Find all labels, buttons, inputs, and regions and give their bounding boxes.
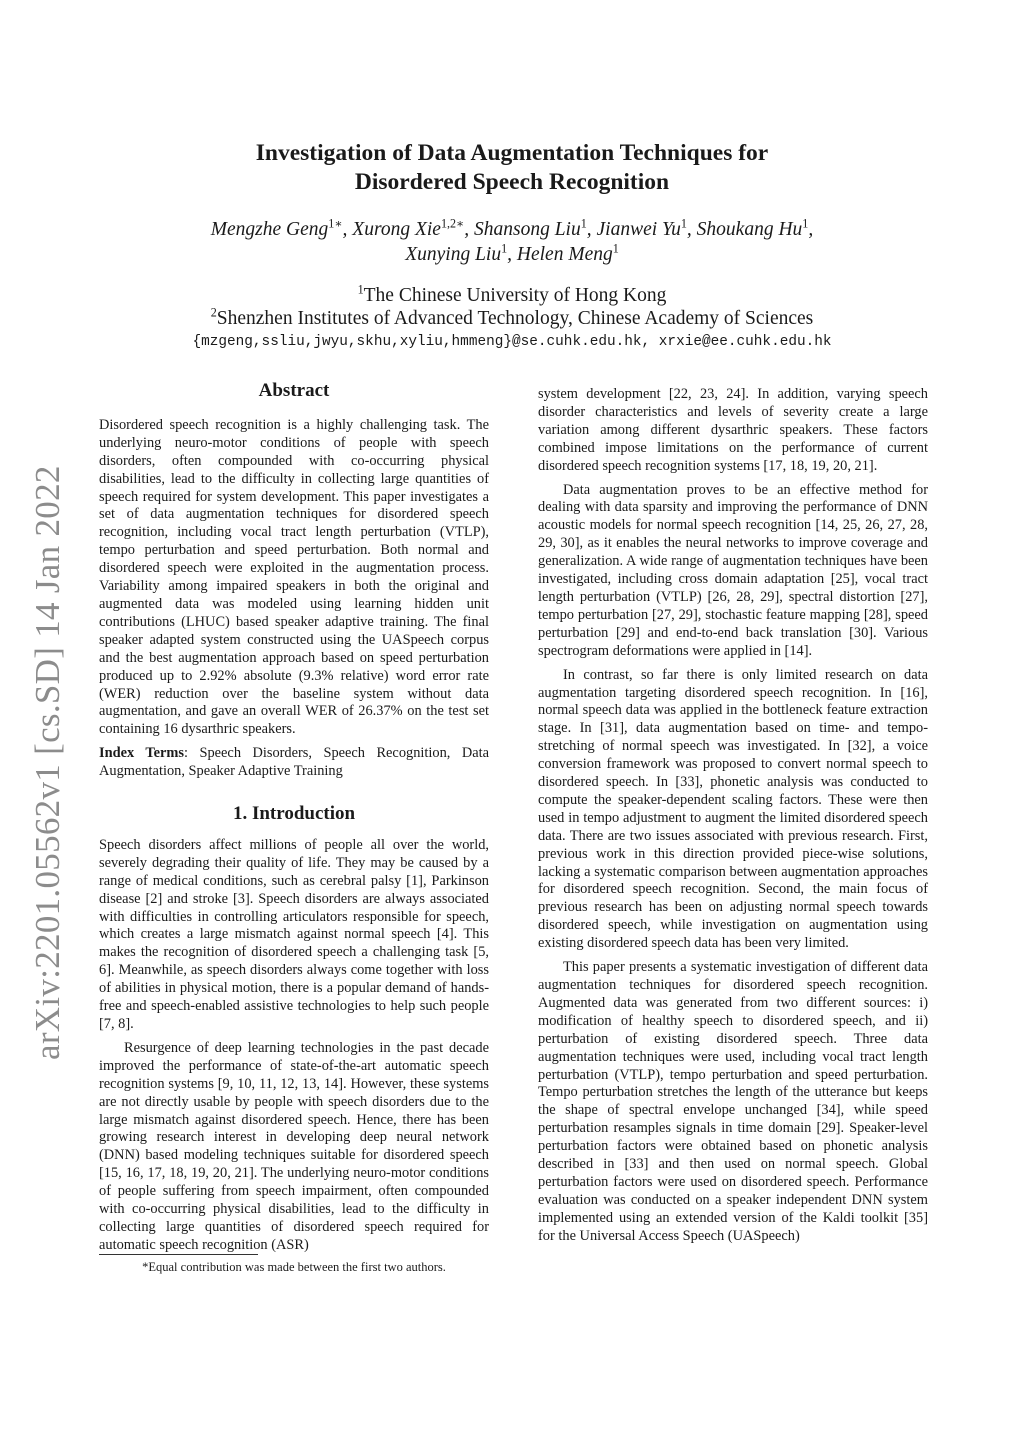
footnote-divider xyxy=(99,1254,258,1255)
index-terms: Index Terms: Speech Disorders, Speech Recognition, Data Augmentation, Speaker Adaptive Training xyxy=(99,745,489,780)
right-column xyxy=(538,386,928,1246)
author-line-1: Mengzhe Geng$^{1∗}$, Xurong Xie$^{1,2∗}$, Shansong Liu$^1$, Jianwei Yu$^1$, Shoukang Hu$^1$, xyxy=(210,216,814,240)
affiliation: $^2$Shenzhen Institutes of Advanced Technology, Chinese Academy of Sciences xyxy=(210,305,814,329)
body-paragraph: system development [22, 23, 24]. In addition, varying speech disorder characteristics and levels of severity create a large variation among different dysarthric speakers. These factors combined impose limitations on the performance of current disordered speech recognition systems [17, 18, 19, 20, 21]. xyxy=(538,386,928,474)
abstract-heading: Abstract xyxy=(258,380,330,401)
footnote: *Equal contribution was made between the first two authors. xyxy=(142,1260,446,1274)
introduction-heading: 1. Introduction xyxy=(232,803,356,825)
title-line-1: Investigation of Data Augmentation Techniques for xyxy=(255,140,769,166)
paper-title xyxy=(150,139,874,197)
left-column xyxy=(99,382,489,1255)
author-emails: {mzgeng,ssliu,jwyu,skhu,xyliu,hmmeng}@se.cuhk.edu.hk, xrxie@ee.cuhk.edu.hk xyxy=(192,334,832,350)
arxiv-identifier: arXiv:2201.05562v1 [cs.SD] 14 Jan 2022 xyxy=(28,465,67,1060)
intro-paragraph: Resurgence of deep learning technologies in the past decade improved the performance of state-of-the-art automatic speech recognition systems [9, 10, 11, 12, 13, 14]. However, these systems are not directly usable by people with speech disorders due to the large mismatch against disordered speech. Hence, there has been growing research interest in developing deep neural network (DNN) based modeling techniques suitable for disordered speech [15, 16, 17, 18, 19, 20, 21]. The underlying neuro-motor conditions of people suffering from speech impairment, often compounded with co-occurring physical disabilities, lead to the difficulty in collecting large quantities of disordered speech required for automatic speech recognition (ASR) xyxy=(99,1039,489,1253)
intro-paragraph: Speech disorders affect millions of people all over the world, severely degrading their quality of life. They may be caused by a range of medical conditions, such as cerebral palsy [1], Parkinson disease [2] and stroke [3]. Speech disorders are always associated with difficulties in controlling articulators responsible for speech, which creates a large mismatch against normal speech [4]. This makes the recognition of disordered speech a challenging task [5, 6]. Meanwhile, as speech disorders always come together with loss of abilities in physical motion, there is a popular demand of hands-free and speech-enabled assistive technologies to help such people [7, 8]. xyxy=(99,836,489,1032)
author-affil-sup: 1 xyxy=(680,216,687,231)
author-affil-sup: 1∗ xyxy=(328,216,343,231)
author-affil-sup: 1,2∗ xyxy=(440,216,465,231)
body-paragraph: In contrast, so far there is only limited research on data augmentation targeting disordered speech recognition. In [16], normal speech data was applied in the bottleneck feature extraction stage. In [31], data augmentation based on time- and tempo-stretching of normal speech was investigated. In [32], a voice conversion framework was proposed to convert normal speech to disordered speech. In [33], phonetic analysis was conducted to compute the speaker-dependent scaling factors. These were then used in tempo adjustment to augment the limited disordered speech data. There are two issues associated with previous research. First, previous work in this direction provided piece-wise solutions, lacking a systematic comparison between augmentation approaches for disordered speech recognition. Second, the main focus of previous research has been on adjusting normal speech towards disordered speech, while investigation on augmentation using existing disordered speech data has been very limited. xyxy=(538,666,928,952)
author-line-2: Xunying Liu$^1$, Helen Meng$^1$ xyxy=(405,241,619,265)
author-affil-sup: 1 xyxy=(580,216,587,231)
affiliation: $^1$The Chinese University of Hong Kong xyxy=(357,282,667,306)
index-terms-label: Index Terms xyxy=(99,745,185,762)
author-affil-sup: 1 xyxy=(802,216,809,231)
affiliation-list xyxy=(120,284,904,330)
author-name: Xunying Liu xyxy=(405,244,502,265)
author-name: Helen Meng xyxy=(516,244,613,265)
body-paragraph: This paper presents a systematic investigation of different data augmentation techniques for disordered speech recognition. Augmented data was generated from two different sources: i) modification of healthy speech to disordered speech, and ii) perturbation of existing disordered speech. Three data augmentation techniques were used, including vocal tract length perturbation (VTLP), tempo perturbation and speed perturbation. Tempo perturbation stretches the length of the utterance but keeps the shape of spectral envelope unchanged [34], while speed perturbation resamples signals in time domain [29]. Speaker-level perturbation factors were obtained based on phonetic analysis described in [33] and then used on normal speech. Global perturbation factors were used on disordered speech. Performance evaluation was conducted on a speaker independent DNN system implemented using an extended version of the Kaldi toolkit [35] for the Universal Access Speech (UASpeech) xyxy=(538,959,928,1244)
author-list xyxy=(120,217,904,267)
author-affil-sup: 1 xyxy=(501,241,508,256)
author-name: Mengzhe Geng xyxy=(210,219,329,240)
title-line-2: Disordered Speech Recognition xyxy=(354,169,670,195)
author-name: Jianwei Yu xyxy=(596,219,681,240)
author-affil-sup: 1 xyxy=(612,241,619,256)
author-name: Shansong Liu xyxy=(474,219,581,240)
body-paragraph: Data augmentation proves to be an effective method for dealing with data sparsity and improving the performance of DNN acoustic models for normal speech recognition [14, 25, 26, 27, 28, 29, 30], as it enables the neural networks to improve coverage and generalization. A wide range of augmentation techniques have been investigated, including cross domain adaptation [25], vocal tract length perturbation (VTLP) [26, 28, 29], spectral distortion [27], tempo perturbation [27, 29], stochastic feature mapping [28], speed perturbation [29] and end-to-end back translation [30]. Various spectrogram deformations were applied in [14]. xyxy=(538,481,928,659)
author-name: Xurong Xie xyxy=(352,219,441,240)
arxiv-side-stamp xyxy=(28,460,68,1060)
author-name: Shoukang Hu xyxy=(696,219,803,240)
abstract-text: Disordered speech recognition is a highly challenging task. The underlying neuro-motor conditions of people with speech disorders, often compounded with co-occurring physical disabilities, lead to the difficulty in collecting large quantities of speech required for system development. This paper investigates a set of data augmentation techniques for disordered speech recognition, including vocal tract length perturbation (VTLP), tempo perturbation and speed perturbation. Both normal and disordered speech were exploited in the augmentation process. Variability among impaired speakers in both the original and augmented data was modeled using learning hidden unit contributions (LHUC) based speaker adaptive training. The final speaker adapted system constructed using the UASpeech corpus and the best augmentation approach based on speed perturbation produced up to 2.92% absolute (9.3% relative) word error rate (WER) reduction over the baseline system without data augmentation, and gave an overall WER of 26.37% on the test set containing 16 dysarthric speakers. xyxy=(99,416,489,738)
